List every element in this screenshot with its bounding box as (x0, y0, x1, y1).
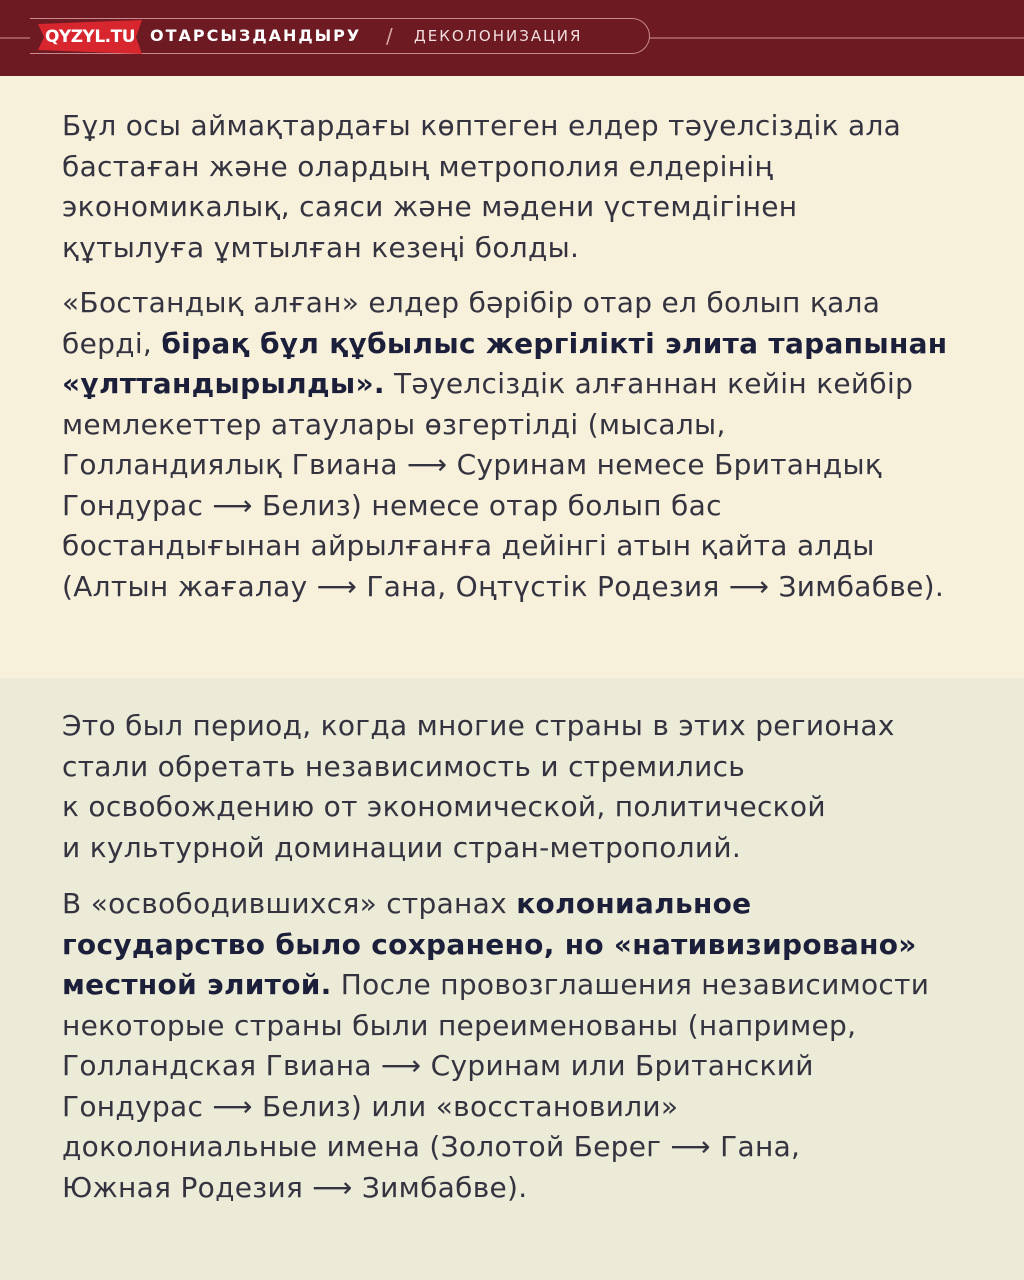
text-segment: берді, (62, 326, 162, 360)
bold-text: колониальное (516, 887, 752, 920)
text-segment: После провозглашения независимости (331, 968, 930, 1001)
text-line: к освобождению от экономической, политической (62, 790, 826, 823)
ru-paragraph-1 (62, 706, 982, 868)
text-line: доколониальные имена (Золотой Берег ⟶ Гана, (62, 1130, 801, 1163)
text-line: Голландиялық Гвиана ⟶ Суринам немесе Британдық (62, 448, 883, 481)
bold-text: бірақ бұл құбылыс жергілікті элита тарапынан (161, 326, 948, 360)
text-line: Южная Родезия ⟶ Зимбабве). (62, 1170, 528, 1204)
text-line: мемлекеттер атаулары өзгертілді (мысалы, (62, 407, 726, 441)
header-bar (0, 0, 1024, 76)
logo-text: QYZYL.TU (44, 27, 136, 47)
text-line: «Бостандық алған» елдер бәрібір отар ел болып қала (62, 286, 881, 319)
text-line: Гондурас ⟶ Белиз) немесе отар болып бас (62, 488, 722, 522)
kz-paragraph-1 (62, 106, 982, 268)
bold-text: государство было сохранено, но «нативизировано» (62, 927, 917, 961)
text-line: и культурной доминации стран-метрополий. (62, 830, 742, 864)
kz-paragraph-2 (62, 283, 982, 607)
breadcrumb-separator: / (386, 24, 393, 48)
breadcrumb-ru[interactable]: ДЕКОЛОНИЗАЦИЯ (414, 27, 583, 45)
text-line: бастаған және олардың метрополия елдерінің (62, 149, 774, 183)
text-segment: Тәуелсіздік алғаннан кейін кейбір (384, 367, 914, 400)
text-line: Гондурас ⟶ Белиз) или «восстановили» (62, 1089, 679, 1123)
text-line: Бұл осы аймақтардағы көптеген елдер тәуелсіздік ала (62, 109, 902, 142)
text-line: бостандығынан айрылғанға дейінгі атын қайта алды (62, 529, 875, 562)
logo[interactable] (38, 20, 142, 54)
text-line: Это был период, когда многие страны в этих регионах (62, 709, 895, 742)
bold-text: «ұлттандырылды». (62, 367, 385, 400)
text-line: экономикалық, саяси және мәдени үстемдігінен (62, 190, 798, 223)
text-segment: В «освободившихся» странах (62, 887, 517, 920)
text-line: құтылуға ұмтылған кезеңі болды. (62, 230, 580, 264)
text-line: (Алтын жағалау ⟶ Гана, Оңтүстік Родезия ⟶ Зимбабве). (62, 569, 945, 603)
text-line: стали обретать независимость и стремились (62, 749, 746, 783)
breadcrumb-kz[interactable]: ОТАРСЫЗДАНДЫРУ (150, 26, 362, 45)
text-line: Голландская Гвиана ⟶ Суринам или Британский (62, 1049, 814, 1082)
bold-text: местной элитой. (62, 968, 332, 1001)
text-line: некоторые страны были переименованы (например, (62, 1008, 857, 1042)
ru-paragraph-2 (62, 884, 982, 1208)
